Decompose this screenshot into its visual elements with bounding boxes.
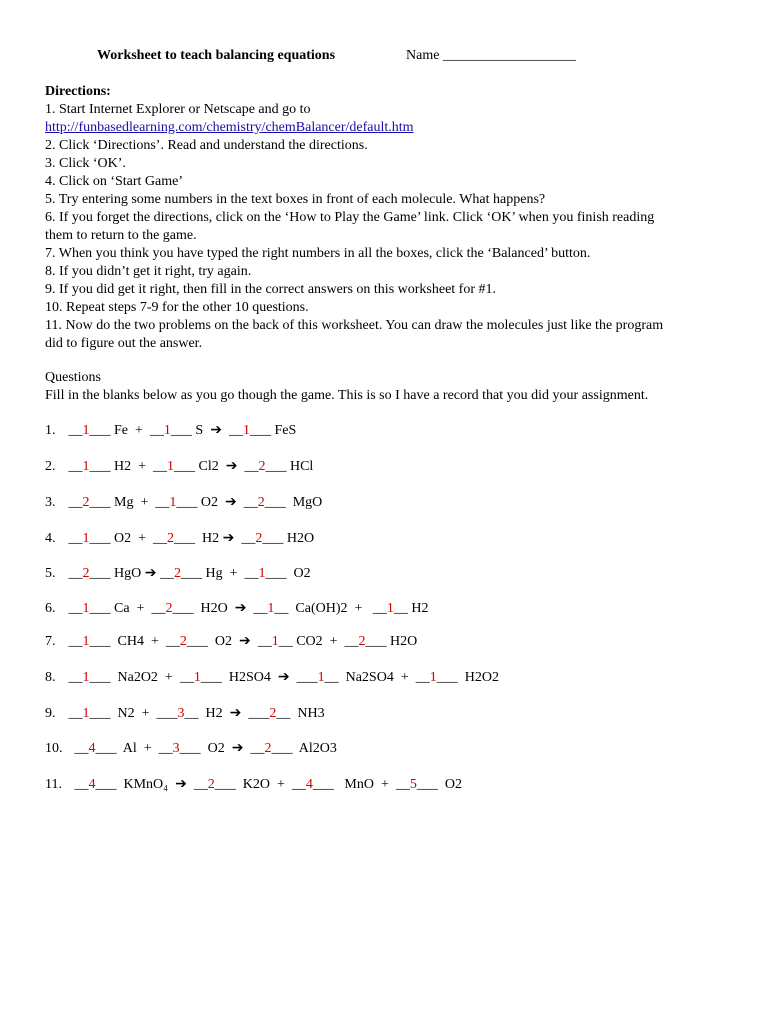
equation-row (45, 458, 313, 476)
equation-text: ___ H2 + __ (89, 459, 168, 474)
coefficient-answer: 1 (429, 670, 437, 685)
yields-arrow-icon: ➔ (238, 634, 251, 649)
yields-arrow-icon: ➔ (144, 566, 157, 581)
worksheet-title: Worksheet to teach balancing equations (97, 48, 336, 63)
equation-text: ___ O2 (416, 777, 463, 792)
yields-arrow-icon: ➔ (234, 601, 247, 616)
equation-text: ___ H2O2 (436, 670, 499, 685)
yields-arrow-icon: ➔ (229, 706, 242, 721)
equation-row (45, 633, 417, 651)
equation-text: ___ H2O (262, 531, 315, 546)
coefficient-answer: 1 (267, 601, 275, 616)
equation-row (45, 776, 462, 794)
coefficient-answer: 2 (82, 566, 90, 581)
equation-text: __ (68, 601, 83, 616)
equation-text: __ (68, 566, 83, 581)
equation-text: ___ HCl (265, 459, 314, 474)
equation-text: ___ H2O (172, 601, 235, 616)
equation-text: __ (243, 741, 265, 756)
coefficient-answer: 1 (242, 423, 250, 438)
equation-text: __ (74, 741, 89, 756)
questions-intro: Fill in the blanks below as you go though the game. This is so I have a record that you did your assignment. (45, 388, 649, 403)
equation-row (45, 565, 311, 583)
equation-text: ___ (289, 670, 318, 685)
equation-text: ___ Ca + __ (89, 601, 166, 616)
question-number: 7. (45, 634, 56, 649)
coefficient-answer: 2 (165, 601, 173, 616)
equation-text: __ Ca(OH)2 + __ (274, 601, 387, 616)
equation-text: ___ O2 (186, 634, 239, 649)
coefficient-answer: 2 (207, 777, 215, 792)
equation-text: ___ Hg + __ (180, 566, 259, 581)
coefficient-answer: 1 (193, 670, 201, 685)
question-number: 1. (45, 423, 56, 438)
equation-text: __ (221, 423, 243, 438)
coefficient-answer: 2 (258, 459, 266, 474)
yields-arrow-icon: ➔ (210, 423, 222, 438)
direction-step: 1. Start Internet Explorer or Netscape and go to (45, 102, 311, 117)
coefficient-answer: 1 (82, 634, 90, 649)
question-number: 5. (45, 566, 56, 581)
coefficient-answer: 1 (386, 601, 394, 616)
question-number: 4. (45, 531, 56, 546)
equation-text: ___ Mg + __ (89, 495, 170, 510)
equation-text: ___ O2 (176, 495, 225, 510)
equation-text: ___ N2 + ___ (89, 706, 178, 721)
equation-text: __ (68, 706, 83, 721)
coefficient-answer: 2 (167, 531, 175, 546)
question-number: 9. (45, 706, 56, 721)
coefficient-answer: 2 (173, 566, 181, 581)
direction-step: 7. When you think you have typed the right numbers in all the boxes, click the ‘Balanced’ button. (45, 246, 591, 261)
coefficient-answer: 1 (163, 423, 171, 438)
question-number: 6. (45, 601, 56, 616)
equation-text: __ (68, 531, 83, 546)
equation-text: ___ CH4 + __ (89, 634, 180, 649)
equation-text: ___ K2O + __ (214, 777, 306, 792)
coefficient-answer: 4 (88, 741, 96, 756)
direction-step: 9. If you did get it right, then fill in the correct answers on this worksheet for #1. (45, 282, 497, 297)
question-number: 8. (45, 670, 56, 685)
equation-text: ___ H2SO4 (200, 670, 278, 685)
equation-text: __ (74, 777, 89, 792)
equation-text: __ (237, 459, 259, 474)
equation-text: __ (234, 531, 256, 546)
equation-text: ___ H2O (365, 634, 418, 649)
coefficient-answer: 2 (179, 634, 187, 649)
coefficient-answer: 4 (88, 777, 96, 792)
name-field-label: Name ___________________ (406, 48, 576, 63)
coefficient-answer: 1 (167, 459, 175, 474)
equation-text: __ (68, 634, 83, 649)
coefficient-answer: 1 (271, 634, 279, 649)
equation-text: ___ Fe + __ (89, 423, 164, 438)
equation-row (45, 422, 296, 440)
equation-row (45, 669, 499, 687)
equation-row (45, 705, 325, 723)
coefficient-answer: 2 (264, 741, 272, 756)
equation-text: __ (156, 566, 174, 581)
equation-text: ___ Cl2 (174, 459, 226, 474)
questions-heading: Questions (45, 370, 101, 385)
equation-text: ___ Al2O3 (271, 741, 337, 756)
equation-text: __ (68, 459, 83, 474)
equation-text: ___ HgO (89, 566, 145, 581)
equation-text: __ Na2SO4 + __ (324, 670, 430, 685)
coefficient-answer: 1 (82, 531, 90, 546)
equation-text: __ (236, 495, 258, 510)
yields-arrow-icon: ➔ (222, 531, 235, 546)
coefficient-answer: 1 (82, 601, 90, 616)
coefficient-answer: 1 (169, 495, 177, 510)
equation-text: __ (250, 634, 272, 649)
direction-step: 6. If you forget the directions, click on the ‘How to Play the Game’ link. Click ‘OK’ when you finish reading (45, 210, 655, 225)
equation-text: __ NH3 (276, 706, 325, 721)
equation-row (45, 494, 322, 512)
equation-text: __ H2 (184, 706, 230, 721)
chem-balancer-link[interactable]: http://funbasedlearning.com/chemistry/chemBalancer/default.htm (45, 120, 414, 135)
equation-text: ___ FeS (249, 423, 297, 438)
coefficient-answer: 1 (82, 459, 90, 474)
direction-step: 5. Try entering some numbers in the text boxes in front of each molecule. What happens? (45, 192, 546, 207)
question-number: 11. (45, 777, 62, 792)
coefficient-answer: 4 (305, 777, 313, 792)
equation-row (45, 600, 429, 618)
yields-arrow-icon: ➔ (277, 670, 290, 685)
equation-text: ___ KMnO₄ (95, 777, 176, 792)
equation-text: ___ O2 + __ (89, 531, 168, 546)
directions-heading: Directions: (45, 84, 111, 99)
yields-arrow-icon: ➔ (175, 777, 187, 792)
direction-step: 4. Click on ‘Start Game’ (45, 174, 184, 189)
direction-step: 10. Repeat steps 7-9 for the other 10 questions. (45, 300, 309, 315)
equation-text: ___ Al + __ (95, 741, 173, 756)
coefficient-answer: 3 (172, 741, 180, 756)
direction-step: did to figure out the answer. (45, 336, 203, 351)
equation-text: ___ Na2O2 + __ (89, 670, 194, 685)
coefficient-answer: 1 (317, 670, 325, 685)
yields-arrow-icon: ➔ (231, 741, 244, 756)
equation-text: __ H2 (393, 601, 429, 616)
equation-text: __ (68, 423, 83, 438)
coefficient-answer: 2 (257, 495, 265, 510)
coefficient-answer: 1 (82, 423, 90, 438)
direction-step: 11. Now do the two problems on the back of this worksheet. You can draw the molecules just like the program (45, 318, 664, 333)
direction-step: them to return to the game. (45, 228, 197, 243)
direction-step: 8. If you didn’t get it right, try again. (45, 264, 252, 279)
coefficient-answer: 2 (255, 531, 263, 546)
coefficient-answer: 1 (82, 706, 90, 721)
coefficient-answer: 2 (269, 706, 277, 721)
question-number: 3. (45, 495, 56, 510)
coefficient-answer: 1 (82, 670, 90, 685)
equation-text: ___ MgO (264, 495, 323, 510)
yields-arrow-icon: ➔ (225, 459, 238, 474)
direction-step: 2. Click ‘Directions’. Read and understand the directions. (45, 138, 368, 153)
direction-step: 3. Click ‘OK’. (45, 156, 126, 171)
coefficient-answer: 2 (358, 634, 366, 649)
equation-text: __ CO2 + __ (278, 634, 359, 649)
equation-text: ___ H2 (174, 531, 223, 546)
equation-text: __ (186, 777, 208, 792)
yields-arrow-icon: ➔ (224, 495, 237, 510)
question-number: 10. (45, 741, 63, 756)
coefficient-answer: 5 (409, 777, 417, 792)
equation-text: ___ O2 (265, 566, 311, 581)
equation-text: __ (68, 495, 83, 510)
equation-text: __ (246, 601, 268, 616)
equation-text: ___ O2 (179, 741, 232, 756)
coefficient-answer: 3 (177, 706, 185, 721)
equation-row (45, 740, 337, 758)
equation-text: __ (68, 670, 83, 685)
question-number: 2. (45, 459, 56, 474)
coefficient-answer: 2 (82, 495, 90, 510)
equation-text: ___ MnO + __ (312, 777, 410, 792)
equation-text: ___ S (170, 423, 211, 438)
equation-row (45, 530, 314, 548)
coefficient-answer: 1 (258, 566, 266, 581)
equation-text: ___ (241, 706, 270, 721)
